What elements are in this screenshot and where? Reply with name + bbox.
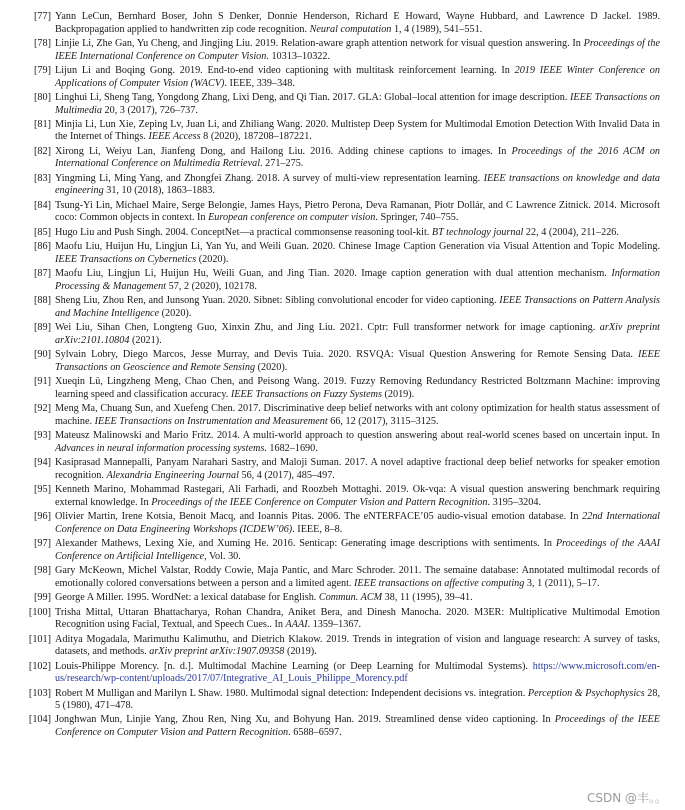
reference-number: [103] — [28, 687, 51, 699]
reference-venue: IEEE Transactions on Multimedia — [55, 91, 660, 116]
reference-number: [92] — [34, 403, 51, 415]
reference-text: Minjia Li, Lun Xie, Zeping Lv, Juan Li, and Zhiliang Wang. 2020. Multistep Deep System for Multimodal Emotion Detection With Invalid Data in the Internet of Things. — [55, 118, 660, 143]
reference-item — [0, 146, 685, 171]
reference-item — [0, 65, 685, 90]
reference-number: [78] — [34, 37, 51, 49]
reference-link[interactable]: https://www.microsoft.com/en-us/research/wp-content/uploads/2017/07/Integrative_AI_Louis_Philippe_Morency.pdf — [55, 660, 660, 685]
reference-details: . 6588–6597. — [288, 727, 342, 739]
reference-item — [0, 714, 685, 739]
reference-details: 3, 1 (2011), 5–17. — [524, 577, 600, 589]
reference-text: Trisha Mittal, Uttaran Bhattacharya, Rohan Chandra, Aniket Bera, and Dinesh Manocha. 2020. M3ER: Multiplicative Multimodal Emotion Recognition using Facial, Textual, and Speech Cues.. In — [55, 606, 660, 631]
reference-venue: Advances in neural information processing systems — [55, 442, 265, 454]
reference-details: 31, 10 (2018), 1863–1883. — [103, 185, 215, 197]
reference-text: Gary McKeown, Michel Valstar, Roddy Cowie, Maja Pantic, and Marc Schroder. 2011. The semaine database: Annotated multimodal records of emotionally colored conversations between a person and a limited agent. — [55, 565, 660, 589]
reference-text: Linjie Li, Zhe Gan, Yu Cheng, and Jingjing Liu. 2019. Relation-aware graph attention network for visual question answering. In — [55, 37, 584, 49]
reference-item — [0, 227, 685, 240]
reference-details: 56, 4 (2017), 485–497. — [238, 469, 335, 481]
reference-number: [85] — [34, 226, 51, 238]
reference-number: [90] — [34, 349, 51, 361]
reference-venue: arXiv preprint arXiv:1907.09358 — [149, 646, 285, 658]
reference-text: Tsung-Yi Lin, Michael Maire, Serge Belongie, James Hays, Pietro Perona, Deva Ramanan, Piotr Dollár, and C Lawrence Zitnick. 2014. Microsoft coco: Common objects in context. In — [55, 199, 660, 224]
reference-text: Jonghwan Mun, Linjie Yang, Zhou Ren, Ning Xu, and Bohyung Han. 2019. Streamlined dense video captioning. In — [55, 714, 555, 726]
reference-item — [0, 430, 685, 455]
reference-details: (2019). — [381, 388, 415, 400]
reference-item — [0, 92, 685, 117]
reference-number: [97] — [34, 538, 51, 550]
reference-item — [0, 200, 685, 225]
reference-text: Hugo Liu and Push Singh. 2004. ConceptNet—a practical commonsense reasoning tool-kit. — [55, 226, 432, 238]
reference-details: 1, 4 (1989), 541–551. — [391, 23, 483, 35]
reference-details: . 271–275. — [260, 158, 304, 170]
reference-number: [101] — [28, 633, 51, 645]
reference-details: 66, 12 (2017), 3115–3125. — [327, 415, 439, 427]
reference-venue: 2019 IEEE Winter Conference on Applications of Computer Vision (WACV) — [55, 64, 660, 89]
reference-details: , Vol. 30. — [204, 550, 241, 562]
reference-number: [88] — [34, 295, 51, 307]
reference-number: [86] — [34, 241, 51, 253]
reference-venue: Information Processing & Management — [55, 268, 660, 292]
reference-number: [87] — [34, 268, 51, 280]
reference-item — [0, 349, 685, 374]
reference-item — [0, 322, 685, 347]
reference-venue: Proceedings of the IEEE Conference on Computer Vision and Pattern Recognition — [55, 714, 660, 739]
reference-text: Alexander Mathews, Lexing Xie, and Xuming He. 2016. Senticap: Generating image descriptions with sentiments. In — [55, 538, 556, 550]
reference-venue: European conference on computer vision — [208, 212, 376, 224]
reference-text: Wei Liu, Sihan Chen, Longteng Guo, Xinxin Zhu, and Jing Liu. 2021. Cptr: Full transformer network for image captioning. — [55, 322, 600, 334]
reference-item — [0, 376, 685, 401]
reference-details: (2019). — [284, 646, 317, 658]
reference-text: Sylvain Lobry, Diego Marcos, Jesse Murray, and Devis Tuia. 2020. RSVQA: Visual Question Answering for Remote Sensing Data. — [55, 349, 638, 361]
reference-item — [0, 38, 685, 63]
reference-details: . 1682–1690. — [264, 442, 318, 454]
reference-item — [0, 119, 685, 144]
reference-text: Kasiprasad Mannepalli, Panyam Narahari Sastry, and Maloji Suman. 2017. A novel adaptive fractional deep belief networks for speaker emotion recognition. — [55, 457, 660, 481]
reference-number: [82] — [34, 145, 51, 157]
reference-text: Sheng Liu, Zhou Ren, and Junsong Yuan. 2020. Sibnet: Sibling convolutional encoder for video captioning. — [55, 295, 500, 307]
reference-item — [0, 592, 685, 605]
reference-details: 22, 4 (2004), 211–226. — [523, 226, 619, 238]
reference-item — [0, 688, 685, 713]
reference-number: [98] — [34, 565, 51, 577]
reference-details: . IEEE, 339–348. — [224, 77, 295, 89]
reference-details: . 3195–3204. — [487, 496, 541, 508]
reference-number: [81] — [34, 118, 51, 130]
reference-item — [0, 565, 685, 590]
reference-venue: arXiv preprint arXiv:2101.10804 — [55, 322, 660, 346]
reference-details: . Springer, 740–755. — [375, 212, 459, 224]
reference-venue: Proceedings of the IEEE International Conference on Computer Vision — [55, 37, 660, 62]
reference-details: (2020). — [159, 307, 192, 319]
reference-text: Xirong Li, Weiyu Lan, Jianfeng Dong, and Hailong Liu. 2016. Adding chinese captions to images. In — [55, 145, 512, 157]
reference-venue: IEEE Access — [148, 131, 201, 143]
reference-text: Kenneth Marino, Mohammad Rastegari, Ali Farhadi, and Roozbeh Mottaghi. 2019. Ok-vqa: A visual question answering benchmark requiring external knowledge. In — [55, 484, 660, 508]
reference-number: [83] — [34, 172, 51, 184]
reference-venue: 22nd International Conference on Data Engineering Workshops (ICDEW’06) — [55, 511, 661, 535]
reference-venue: IEEE transactions on knowledge and data engineering — [55, 172, 660, 197]
reference-venue: BT technology journal — [431, 226, 524, 238]
reference-item — [0, 607, 685, 632]
reference-details: . 1359–1367. — [307, 619, 362, 631]
reference-details: 20, 3 (2017), 726–737. — [101, 104, 198, 116]
reference-item — [0, 403, 685, 428]
reference-text: Maofu Liu, Huijun Hu, Lingjun Li, Yan Yu, and Weili Guan. 2020. Chinese Image Caption Generation via Visual Attention and Topic Modeling. — [55, 241, 660, 253]
reference-number: [91] — [34, 376, 51, 388]
reference-item — [0, 11, 685, 36]
reference-venue: IEEE Transactions on Instrumentation and Measurement — [94, 415, 328, 427]
reference-number: [100] — [28, 606, 51, 618]
reference-text: Mateusz Malinowski and Mario Fritz. 2014. A multi-world approach to question answering about real-world scenes based on uncertain input. In — [55, 430, 660, 442]
reference-text: Meng Ma, Chuang Sun, and Xuefeng Chen. 2017. Discriminative deep belief networks with ant colony optimization for health status assessment of machine. — [55, 403, 660, 427]
reference-number: [84] — [34, 199, 51, 211]
reference-text: Linghui Li, Sheng Tang, Yongdong Zhang, Lixi Deng, and Qi Tian. 2017. GLA: Global–local attention for image description. — [55, 91, 570, 103]
reference-text: Louis-Philippe Morency. [n. d.]. Multimodal Machine Learning (or Deep Learning for Multimodal Systems). — [55, 660, 533, 672]
reference-number: [104] — [28, 714, 51, 726]
reference-number: [80] — [34, 91, 51, 103]
reference-number: [89] — [34, 322, 51, 334]
reference-number: [102] — [28, 660, 51, 672]
reference-text: Yingming Li, Ming Yang, and Zhongfei Zhang. 2018. A survey of multi-view representation learning. — [55, 172, 484, 184]
reference-venue: Perception & Psychophysics — [527, 687, 645, 699]
reference-text: Xueqin Lü, Lingzheng Meng, Chao Chen, and Peisong Wang. 2019. Fuzzy Removing Redundancy Restricted Boltzmann Machine: improving learning speed and classification accuracy. — [55, 376, 660, 400]
reference-item — [0, 173, 685, 198]
reference-details: (2021). — [129, 334, 162, 346]
reference-venue: IEEE Transactions on Cybernetics — [55, 253, 197, 265]
reference-venue: IEEE Transactions on Pattern Analysis and Machine Intelligence — [55, 295, 660, 319]
reference-text: Aditya Mogadala, Marimuthu Kalimuthu, and Dietrich Klakow. 2019. Trends in integration of vision and language research: A survey of tasks, datasets, and methods. — [55, 633, 660, 658]
reference-item — [0, 295, 685, 320]
reference-venue: Proceedings of the AAAI Conference on Artificial Intelligence — [55, 538, 660, 562]
reference-details: . IEEE, 8–8. — [292, 523, 343, 535]
reference-details: . 10313–10322. — [266, 50, 331, 62]
reference-item — [0, 511, 685, 536]
reference-number: [79] — [34, 64, 51, 76]
reference-number: [95] — [34, 484, 51, 496]
reference-venue: Commun. ACM — [318, 592, 383, 604]
reference-list — [0, 11, 685, 741]
reference-item — [0, 241, 685, 266]
reference-number: [99] — [34, 592, 51, 604]
reference-text: Maofu Liu, Lingjun Li, Huijun Hu, Weili Guan, and Jing Tian. 2020. Image caption generation with dual attention mechanism. — [55, 268, 612, 280]
reference-text: Robert M Mulligan and Marilyn L Shaw. 1980. Multimodal signal detection: Independent decisions vs. integration. — [55, 687, 528, 699]
reference-item — [0, 457, 685, 482]
reference-item — [0, 484, 685, 509]
reference-details: 28, 5 (1980), 471–478. — [55, 687, 661, 712]
reference-details: (2020). — [196, 253, 229, 265]
reference-venue: IEEE transactions on affective computing — [354, 577, 525, 589]
reference-number: [94] — [34, 457, 51, 469]
reference-venue: Proceedings of the IEEE Conference on Computer Vision and Pattern Recognition — [151, 496, 488, 508]
reference-item — [0, 634, 685, 659]
reference-details: 38, 11 (1995), 39–41. — [382, 592, 473, 604]
reference-text: Lijun Li and Boqing Gong. 2019. End-to-end video captioning with multitask reinforcement learning. In — [55, 64, 515, 76]
reference-text: George A Miller. 1995. WordNet: a lexical database for English. — [55, 592, 319, 604]
reference-details: 57, 2 (2020), 102178. — [166, 280, 257, 292]
reference-number: [77] — [34, 11, 51, 22]
reference-text: Olivier Martin, Irene Kotsia, Benoit Macq, and Ioannis Pitas. 2006. The eNTERFACE’05 audio-visual emotion database. In — [55, 511, 583, 523]
watermark: CSDN @丰。。 — [586, 791, 667, 805]
reference-venue: Neural computation — [309, 23, 392, 35]
reference-number: [93] — [34, 430, 51, 442]
reference-details: 8 (2020), 187208–187221. — [200, 131, 312, 143]
reference-item — [0, 661, 685, 686]
reference-venue: AAAI — [285, 619, 308, 631]
reference-venue: Alexandria Engineering Journal — [106, 469, 239, 481]
reference-item — [0, 538, 685, 563]
reference-venue: IEEE Transactions on Fuzzy Systems — [230, 388, 382, 400]
reference-venue: IEEE Transactions on Geoscience and Remote Sensing — [55, 349, 660, 373]
reference-text: Yann LeCun, Bernhard Boser, John S Denker, Donnie Henderson, Richard E Howard, Wayne Hubbard, and Lawrence D Jackel. 1989. Backpropagation applied to handwritten zip code recognition. — [55, 11, 660, 35]
reference-number: [96] — [34, 511, 51, 523]
reference-venue: Proceedings of the 2016 ACM on International Conference on Multimedia Retrieval — [55, 145, 661, 170]
reference-details: (2020). — [255, 361, 288, 373]
reference-item — [0, 268, 685, 293]
